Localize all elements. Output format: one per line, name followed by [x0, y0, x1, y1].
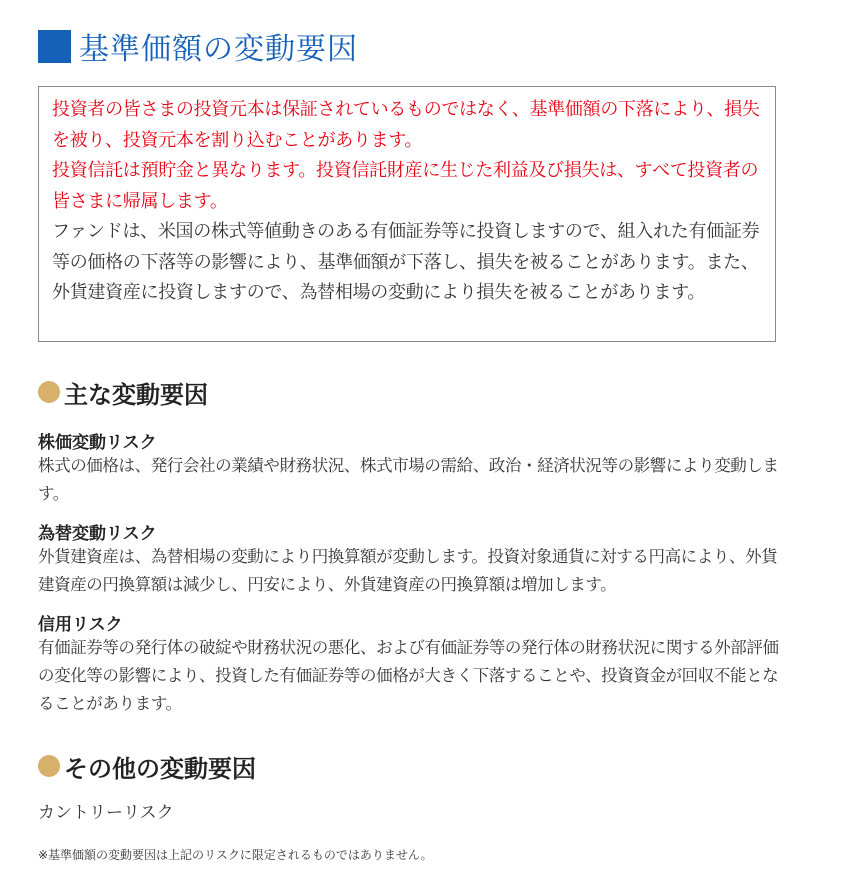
deposit-warning: 投資信託は預貯金と異なります。投資信託財産に生じた利益及び損失は、すべて投資者の皆さまに帰属します。: [52, 160, 759, 212]
title-square-icon: [38, 30, 71, 63]
risk-title-equity: 株価変動リスク: [38, 433, 157, 453]
risk-body-equity: 株式の価格は、発行会社の業績や財務状況、株式市場の需給、政治・経済状況等の影響により変動します。: [38, 456, 779, 503]
main-factors-heading: [38, 376, 208, 408]
risk-body-currency: 外貨建資産は、為替相場の変動により円換算額が変動します。投資対象通貨に対する円高により、外貨建資産の円換算額は減少し、円安により、外貨建資産の円換算額は増加します。: [38, 547, 778, 594]
bullet-dot-icon: [38, 381, 60, 403]
page-title-text: 基準価額の変動要因: [79, 32, 358, 67]
risk-body-credit: 有価証券等の発行体の破綻や財務状況の悪化、および有価証券等の発行体の財務状況に関する外部評価の変化等の影響により、投資した有価証券等の価格が大きく下落することや、投資資金が回収不能となることがあります。: [38, 638, 779, 713]
risk-title-credit: 信用リスク: [38, 615, 123, 635]
country-risk: カントリーリスク: [38, 803, 174, 823]
notice-box: [38, 86, 776, 342]
fund-risk-note: ファンドは、米国の株式等値動きのある有価証券等に投資しますので、組入れた有価証券等の価格の下落等の影響により、基準価額が下落し、損失を被ることがあります。また、外貨建資産に投資しますので、為替相場の変動により損失を被ることがあります。: [52, 221, 760, 303]
principal-warning: 投資者の皆さまの投資元本は保証されているものではなく、基準価額の下落により、損失を被り、投資元本を割り込むことがあります。: [52, 99, 760, 151]
bullet-dot-icon: [38, 755, 60, 777]
page-title: [38, 24, 358, 68]
risk-title-currency: 為替変動リスク: [38, 524, 157, 544]
footnote: ※基準価額の変動要因は上記のリスクに限定されるものではありません。: [38, 848, 433, 862]
other-factors-heading-text: その他の変動要因: [64, 754, 256, 783]
other-factors-heading: [38, 750, 256, 782]
main-factors-heading-text: 主な変動要因: [64, 380, 208, 409]
